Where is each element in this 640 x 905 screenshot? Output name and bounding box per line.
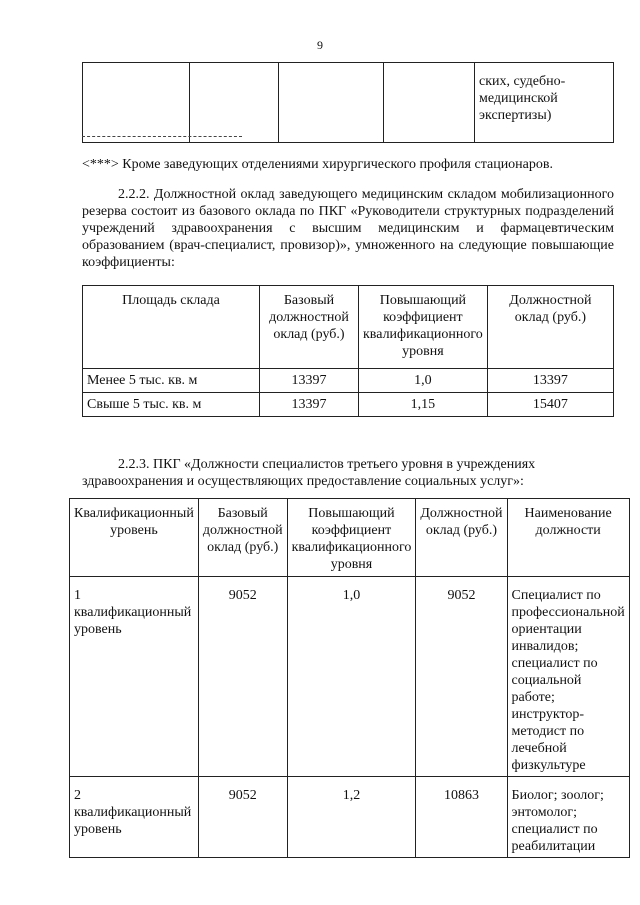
table-header-cell: Базовый должностной оклад (руб.) [198, 499, 287, 577]
table-cell: Менее 5 тыс. кв. м [83, 369, 260, 393]
table-row [70, 777, 630, 858]
table-row [83, 393, 614, 417]
table-header-row [83, 286, 614, 369]
table-cell: 10863 [416, 777, 507, 858]
table-cell: Специалист по профессиональной ориентации инвалидов; специалист по социальной работе; инструктор-методист по лечебной физкультуре [507, 577, 629, 777]
page-number: 9 [317, 38, 323, 52]
table-cell: 1,0 [287, 577, 416, 777]
paragraph-2-2-2: 2.2.2. Должностной оклад заведующего медицинским складом мобилизационного резерва состоит из базового оклада по ПКГ «Руководители структурных подразделений учреждений здравоохранения с высшим медицинским и фармацевтическим образованием (врач-специалист, провизор)», умноженного на следующие повышающие коэффициенты: [82, 187, 614, 270]
table-header-cell: Квалификационный уровень [70, 499, 199, 577]
continued-table [82, 62, 614, 143]
table-specialists-level-3 [69, 498, 630, 858]
table-cell [279, 63, 384, 143]
table-header-cell: Должностной оклад (руб.) [416, 499, 507, 577]
table-cell: Биолог; зоолог; энтомолог; специалист по реабилитации [507, 777, 629, 858]
table-cell: 13397 [260, 369, 359, 393]
table-cell: 1,2 [287, 777, 416, 858]
table-cell [83, 63, 190, 143]
paragraph-2-2-3: 2.2.3. ПКГ «Должности специалистов третьего уровня в учреждениях здравоохранения и осуществляющих предоставление социальных услуг»: [82, 457, 536, 489]
table-header-row [70, 499, 630, 577]
table-header-cell: Повышающий коэффициент квалификационного уровня [287, 499, 416, 577]
table-row [83, 369, 614, 393]
table-warehouse-salary [82, 285, 614, 417]
table-cell [190, 63, 279, 143]
table-cell: 15407 [487, 393, 613, 417]
table-cell: 9052 [198, 777, 287, 858]
table-cell [384, 63, 475, 143]
table-header-cell: Базовый должностной оклад (руб.) [260, 286, 359, 369]
table-row [70, 577, 630, 777]
table-cell: 9052 [416, 577, 507, 777]
table-cell: 9052 [198, 577, 287, 777]
footnote: <***> Кроме заведующих отделениями хирургического профиля стационаров. [82, 157, 553, 172]
table-cell: 2 квалификационный уровень [70, 777, 199, 858]
table-cell: 13397 [487, 369, 613, 393]
table-header-cell: Должностной оклад (руб.) [487, 286, 613, 369]
table-header-cell: Наименование должности [507, 499, 629, 577]
table-cell: ских, судебно-медицинской экспертизы) [475, 63, 614, 143]
table-cell: Свыше 5 тыс. кв. м [83, 393, 260, 417]
table-cell: 1,15 [359, 393, 488, 417]
table-cell: 1,0 [359, 369, 488, 393]
footnote-separator [82, 136, 242, 137]
table-cell: 1 квалификационный уровень [70, 577, 199, 777]
table-header-cell: Повышающий коэффициент квалификационного уровня [359, 286, 488, 369]
table-header-cell: Площадь склада [83, 286, 260, 369]
table-cell: 13397 [260, 393, 359, 417]
